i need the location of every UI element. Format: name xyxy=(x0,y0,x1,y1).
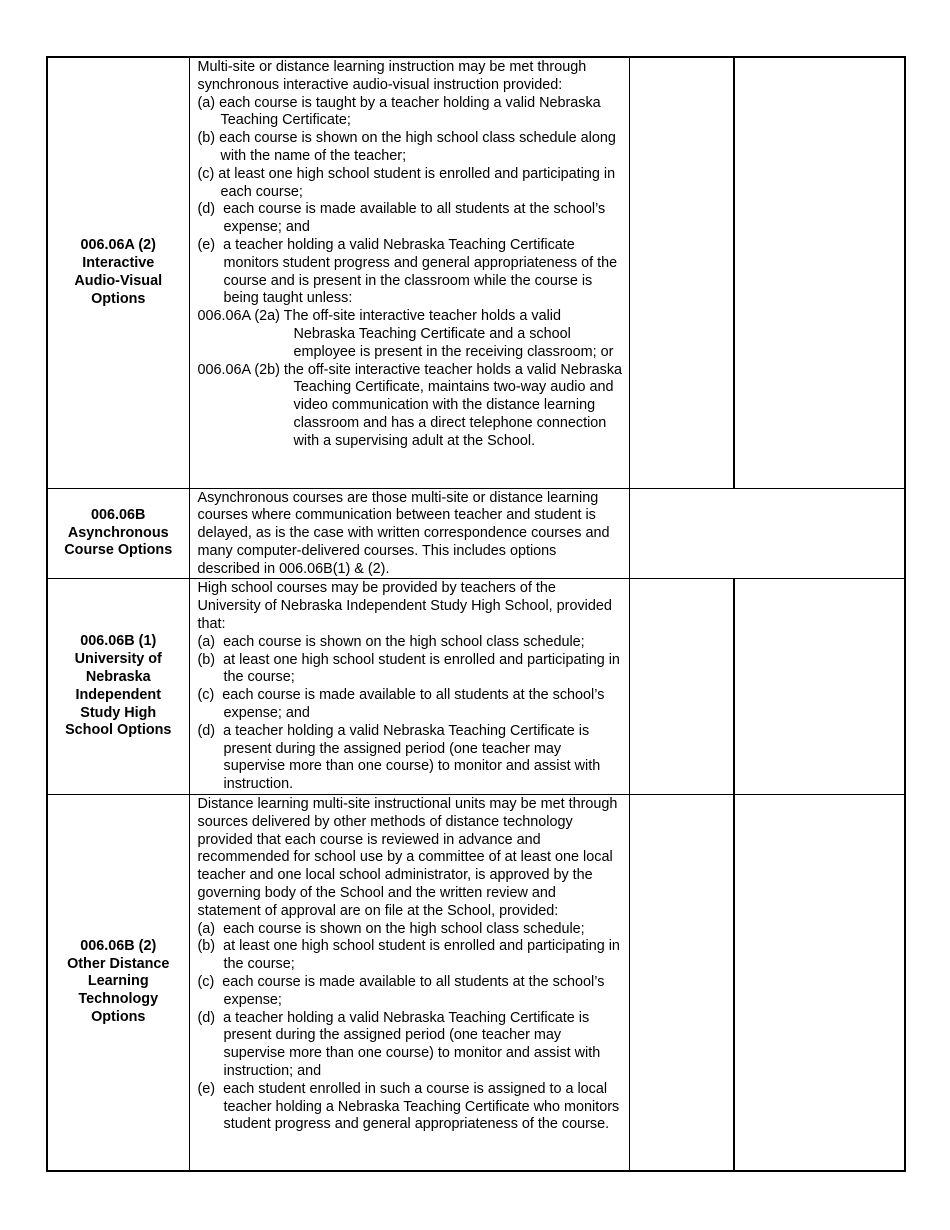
section-title-line: Learning xyxy=(87,973,149,990)
list-item: (a) each course is shown on the high school class schedule; xyxy=(197,633,585,650)
section-title-line: Audio-Visual xyxy=(74,272,163,289)
table-row xyxy=(47,57,905,488)
table-row xyxy=(47,579,905,795)
list-item: (b) at least one high school student is enrolled and participating in the course; xyxy=(197,938,620,973)
blank-cell xyxy=(629,488,905,579)
list-item: (a) each course is shown on the high school class schedule; xyxy=(197,920,585,937)
list-item: (b) each course is shown on the high school class schedule along with the name of the teacher; xyxy=(197,130,616,164)
section-label: 006.06B (1) xyxy=(80,633,157,650)
list-item: (c) at least one high school student is enrolled and participating in each course; xyxy=(197,165,616,200)
section-title-line: Options xyxy=(91,1008,146,1025)
list-item: (b) at least one high school student is enrolled and participating in the course; xyxy=(197,651,620,686)
table-row xyxy=(47,795,905,1171)
section-title-line: Options xyxy=(91,290,146,307)
standards-table xyxy=(46,56,906,1172)
section-title-line: Asynchronous xyxy=(67,524,169,541)
requirement-cell xyxy=(189,57,629,488)
blank-cell xyxy=(734,579,905,795)
blank-cell xyxy=(734,795,905,1171)
list-item: (d) a teacher holding a valid Nebraska Teaching Certificate is present during the assigned period (one teacher may supervise more than one course) to monitor and assist with instruction; and xyxy=(197,1009,601,1079)
sub-item: 006.06A (2b) the off-site interactive teacher holds a valid Nebraska Teaching Certificate, maintains two-way audio and video communication with the distance learning classroom and has a direct telephone connection with a supervising adult at the School. xyxy=(197,361,623,449)
section-title-line: Study High xyxy=(80,704,157,721)
intro-text: Distance learning multi-site instructional units may be met through sources delivered by other methods of distance technology provided that each course is reviewed in advance and recommended for school use by a committee of at least one local teacher and one local school administrator, is approved by the governing body of the School and the written review and statement of approval are on file at the School, provided: xyxy=(197,796,618,919)
section-cell xyxy=(47,488,189,579)
requirement-cell xyxy=(189,795,629,1171)
section-title-line: Technology xyxy=(78,991,159,1008)
list-item: (e) each student enrolled in such a course is assigned to a local teacher holding a Nebraska Teaching Certificate who monitors student progress and general appropriateness of the course. xyxy=(197,1080,620,1133)
intro-text: High school courses may be provided by teachers of the University of Nebraska Independent Study High School, provided that: xyxy=(197,580,612,633)
list-item: (c) each course is made available to all students at the school’s expense; xyxy=(197,974,605,1008)
section-label: 006.06A (2) xyxy=(80,237,156,254)
list-item: (d) each course is made available to all students at the school’s expense; and xyxy=(197,201,606,236)
section-cell xyxy=(47,579,189,795)
section-label: 006.06B (2) xyxy=(80,937,157,954)
section-title-line: Course Options xyxy=(64,542,173,559)
blank-cell xyxy=(629,795,734,1171)
section-title-line: Independent xyxy=(75,686,162,703)
table-row xyxy=(47,488,905,579)
blank-cell xyxy=(629,57,734,488)
list-item: (c) each course is made available to all students at the school’s expense; and xyxy=(197,687,605,722)
requirement-cell xyxy=(189,488,629,579)
section-title-line: School Options xyxy=(65,722,172,739)
section-label: 006.06B xyxy=(91,506,146,523)
intro-text: Multi-site or distance learning instruction may be met through synchronous interactive audio-visual instruction provided: xyxy=(197,59,587,93)
section-title-line: Interactive xyxy=(82,254,155,271)
blank-cell xyxy=(629,579,734,795)
list-item: (d) a teacher holding a valid Nebraska Teaching Certificate is present during the assigned period (one teacher may supervise more than one course) to monitor and assist with instruction. xyxy=(197,722,601,793)
intro-text: Asynchronous courses are those multi-site or distance learning courses where communication between teacher and student is delayed, as is the case with written correspondence courses and many computer-delivered courses. This includes options described in 006.06B(1) & (2). xyxy=(197,489,610,577)
section-cell xyxy=(47,57,189,488)
section-title-line: Other Distance xyxy=(67,955,170,972)
list-item: (a) each course is taught by a teacher holding a valid Nebraska Teaching Certificate; xyxy=(197,94,601,129)
list-item: (e) a teacher holding a valid Nebraska Teaching Certificate monitors student progress and general appropriateness of the course and is present in the classroom while the course is being taught unless: xyxy=(197,236,618,307)
requirement-cell xyxy=(189,579,629,795)
sub-item: 006.06A (2a) The off-site interactive teacher holds a valid Nebraska Teaching Certificate and a school employee is present in the receiving classroom; or xyxy=(197,308,614,360)
section-title-line: University of xyxy=(74,651,162,668)
blank-cell xyxy=(734,57,905,488)
section-cell xyxy=(47,795,189,1171)
section-title-line: Nebraska xyxy=(85,668,151,685)
